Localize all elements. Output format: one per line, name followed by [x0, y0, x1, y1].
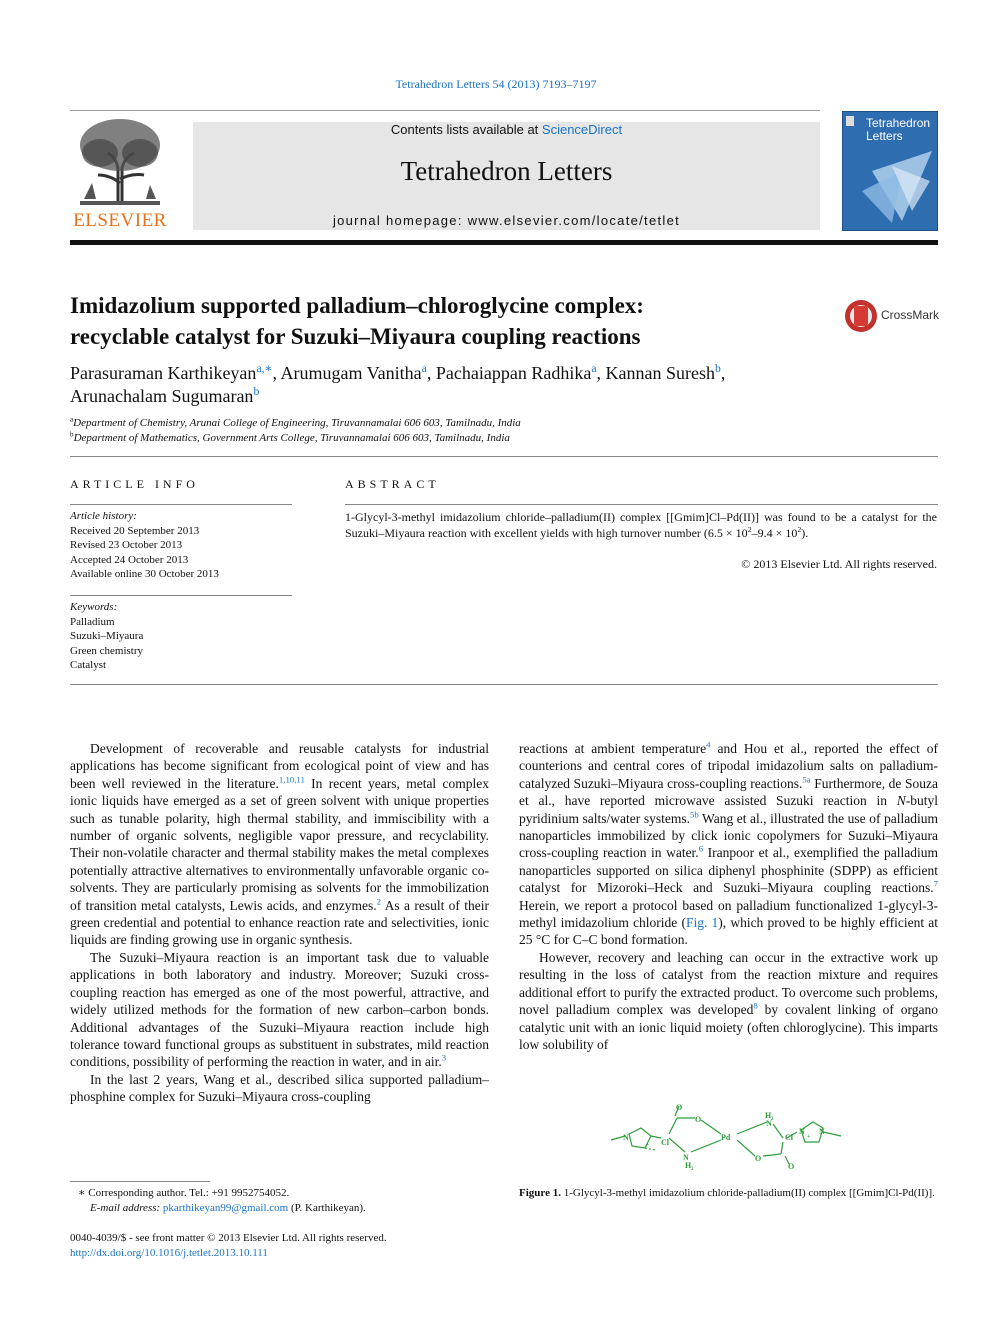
abstract-rule — [345, 504, 938, 505]
author: Kannan Suresh$^b$, — [605, 362, 726, 383]
svg-text:+: + — [646, 1142, 650, 1148]
history-item: Available online 30 October 2013 — [70, 568, 219, 580]
svg-text:N: N — [819, 1127, 825, 1136]
svg-text:2: 2 — [771, 1117, 774, 1122]
header-rule — [70, 110, 820, 111]
history-item: Accepted 24 October 2013 — [70, 553, 189, 566]
doi-link[interactable]: http://dx.doi.org/10.1016/j.tetlet.2013.10.111 — [70, 1246, 268, 1259]
journal-cover-image — [842, 111, 938, 231]
paragraph: The Suzuki–Miyaura reaction is an important task due to valuable applications in both laboratory and industry. Moreover; Suzuki cross-coupling reaction has emerged as one of the most powerful, attractive, and widely utilized methods for the formation of new carbon–carbon bonds. Additional advantages of the Suzuki–Miyaura reaction include high tolerance toward functional groups as substituent in substrates, mild reaction conditions, possibility of performing the reaction in water, and in air.$^3$ — [70, 949, 489, 1070]
homepage-link[interactable]: www.elsevier.com/locate/tetlet — [467, 213, 681, 228]
elsevier-wordmark: ELSEVIER — [73, 210, 167, 231]
keyword: Green chemistry — [70, 644, 143, 657]
keyword: Suzuki–Miyaura — [70, 630, 144, 642]
crossmark-icon — [843, 298, 879, 334]
svg-text:N: N — [799, 1127, 805, 1136]
paragraph: In the last 2 years, Wang et al., described silica supported palladium–phosphine complex for Suzuki–Miyaura cross-coupling — [70, 1071, 489, 1105]
svg-text:N: N — [683, 1153, 689, 1162]
article-title: Imidazolium supported palladium–chloroglycine complex: recyclable catalyst for Suzuki–Miyaura coupling reactions — [70, 293, 644, 349]
sciencedirect-link[interactable]: ScienceDirect — [541, 122, 623, 137]
info-rule — [70, 595, 292, 596]
svg-text:+: + — [807, 1134, 811, 1140]
svg-text:O: O — [788, 1162, 795, 1170]
figure-caption: Figure 1. 1-Glycyl-3-methyl imidazolium chloride-palladium(II) complex [[Gmim]Cl-Pd(II)]. — [519, 1187, 935, 1199]
header-thick-rule — [70, 240, 938, 245]
abstract-text: 1-Glycyl-3-methyl imidazolium chloride–palladium(II) complex [[Gmim]Cl–Pd(II)] was found to be a catalyst for the Suzuki–Miyaura reaction with excellent yields with high turnover number $(6.5 \times 10^2-9.4 \times 10^2)$. — [345, 510, 937, 540]
affiliations — [70, 416, 930, 446]
author: Arunachalam Sugumaran$^b$ — [70, 385, 260, 406]
journal-name: Tetrahedron Letters — [400, 156, 613, 186]
body-column-right — [519, 740, 938, 1053]
figure-1-structure — [605, 1098, 860, 1170]
article-info-heading: ARTICLE INFO — [70, 477, 199, 491]
journal-homepage: journal homepage: www.elsevier.com/locate/tetlet — [332, 213, 681, 228]
affiliation: $^b$Department of Mathematics, Government Arts College, Tiruvannamalai 606 603, Tamilnadu, India — [70, 430, 510, 444]
affiliation: $^a$Department of Chemistry, Arunai College of Engineering, Tiruvannamalai 606 603, Tamilnadu, India — [70, 415, 521, 429]
history-item: Revised 23 October 2013 — [70, 539, 183, 551]
email-link[interactable]: pkarthikeyan99@gmail.com — [162, 1201, 289, 1214]
section-rule — [70, 456, 938, 457]
svg-text:Cl: Cl — [785, 1133, 793, 1142]
paragraph: However, recovery and leaching can occur in the extractive work up resulting in the loss of catalyst from the reaction mixture and requires additional effort to purify the extracted product. To overcome such problems, novel palladium complex was developed$^8$ by covalent linking of organo catalytic unit with an ionic liquid moiety (often chloroglycine). This imparts low solubility of — [519, 949, 939, 1052]
svg-text:Pd: Pd — [721, 1133, 731, 1142]
author: Arumugam Vanitha$^a$, — [280, 362, 436, 383]
body-column-left — [70, 740, 489, 1106]
cover-title: Tetrahedron Letters — [866, 116, 931, 143]
svg-text:O: O — [755, 1154, 762, 1163]
abstract-copyright: © 2013 Elsevier Ltd. All rights reserved. — [741, 557, 937, 571]
keywords: Keywords: Palladium Suzuki–Miyaura Green chemistry Catalyst — [70, 600, 292, 673]
crossmark-label: CrossMark — [881, 308, 940, 322]
crossmark-badge[interactable] — [843, 298, 938, 334]
publication-info: 0040-4039/$ - see front matter © 2013 Elsevier Ltd. All rights reserved. http://dx.doi.org/10.1016/j.tetlet.2013.10.111 — [70, 1231, 490, 1260]
svg-text:O: O — [676, 1103, 683, 1112]
journal-citation[interactable]: Tetrahedron Letters 54 (2013) 7193–7197 — [395, 77, 597, 91]
history-item: Received 20 September 2013 — [70, 524, 200, 537]
svg-text:H: H — [685, 1161, 692, 1170]
abstract-heading: ABSTRACT — [345, 477, 440, 491]
journal-banner — [193, 122, 820, 230]
info-rule — [70, 504, 292, 505]
paragraph: reactions at ambient temperature$^4$ and Hou et al., reported the effect of counterions and central cores of tripodal imidazolium salts on palladium-catalyzed Suzuki–Miyaura cross-coupling reactions.$^{5a}$ Furthermore, de Souza et al., have reported microwave assisted Suzuki reaction in N-butyl pyridinium salts/water systems.$^{5b}$ Wang et al., illustrated the use of palladium nanoparticles immobilized by click ionic copolymers for Suzuki–Miyaura cross-coupling reaction in water.$^6$ Iranpoor et al., exemplified the palladium nanoparticles supported on silica diphenyl phosphinite (SDPP) as efficient catalyst for Mizoroki–Heck and Suzuki–Miyaura coupling reactions.$^7$ Herein, we report a protocol based on palladium functionalized 1-glycyl-3-methyl imidazolium chloride (Fig. 1), which proved to be highly efficient at 25 °C for C–C bond formation. — [519, 739, 939, 948]
keyword: Catalyst — [70, 659, 107, 671]
svg-text:N: N — [766, 1119, 772, 1128]
section-rule — [70, 684, 938, 685]
contents-line: Contents lists available at ScienceDirect — [390, 122, 623, 137]
svg-text:O: O — [695, 1115, 702, 1124]
svg-text:H: H — [765, 1111, 772, 1120]
footnote-rule — [70, 1181, 210, 1182]
svg-text:Cl: Cl — [661, 1138, 669, 1147]
keyword: Palladium — [70, 615, 115, 628]
paragraph: Development of recoverable and reusable catalysts for industrial applications has become significant from ecological point of view and has been well reviewed in the literature.$^{1,10,11}$ In recent years, metal complex ionic liquids have emerged as a set of green solvent with unique properties such as tunable polarity, high thermal stability, and immiscibility with a number of organic solvents, negligible vapor pressure, and recyclability. Their non-volatile character and thermal stability makes the metal complexes potentially attractive alternatives to environmentally unfavorable organic co-solvents. They are particularly promising as solvents for the immobilization of transition metal catalysts, Lewis acids, and enzymes.$^2$ As a result of their green credential and potential to enhance reaction rate and selectivities, ionic liquids are finding growing use in organic synthesis. — [70, 741, 489, 948]
svg-text:N: N — [623, 1133, 629, 1142]
author: Parasuraman Karthikeyan$^{a,∗}$, — [70, 362, 281, 383]
corresponding-author-note: ∗ Corresponding author. Tel.: +91 9952754052. E-mail address: pkarthikeyan99@gmail.com (P. Karthikeyan). — [78, 1187, 366, 1214]
article-history: Article history: Received 20 September 2013 Revised 23 October 2013 Accepted 24 October 2013 Available online 30 October 2013 — [70, 509, 292, 582]
figure-link[interactable]: Fig. 1 — [685, 915, 719, 931]
author-list — [70, 362, 930, 408]
author: Pachaiappan Radhika$^a$, — [435, 362, 606, 383]
svg-text:2: 2 — [691, 1167, 694, 1170]
